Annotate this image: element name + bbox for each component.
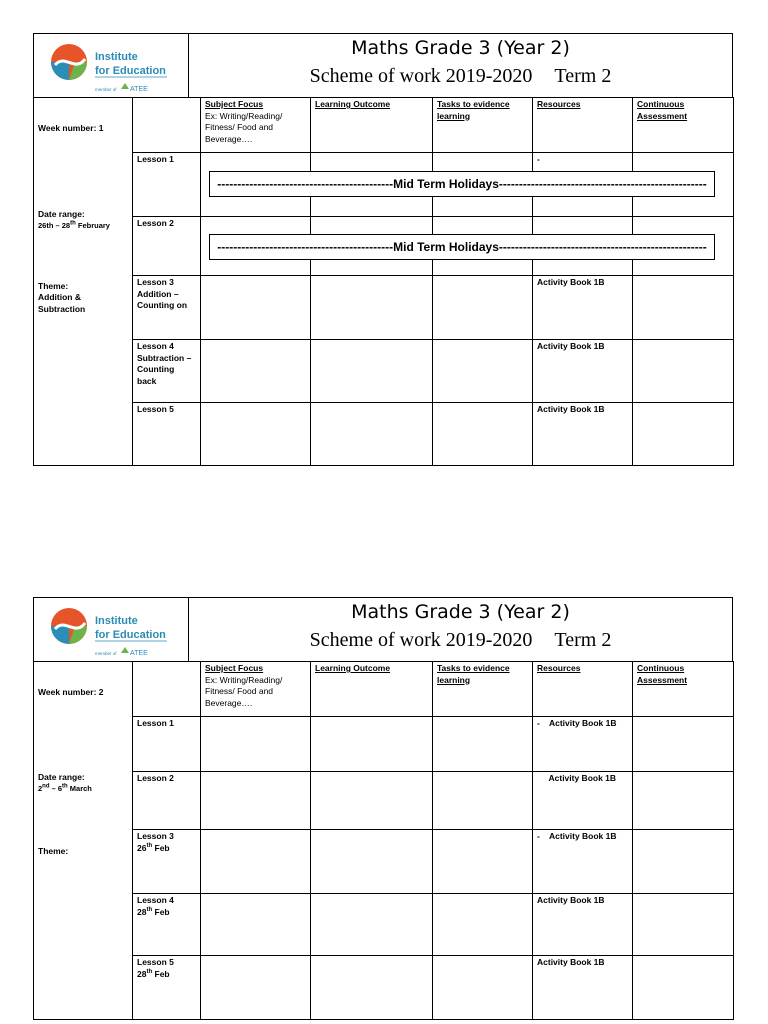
lesson-date: 28th Feb	[137, 968, 170, 979]
week-info-cell	[34, 98, 133, 466]
theme-label: Theme:	[38, 846, 69, 856]
lesson-label: Lesson 4	[137, 895, 174, 905]
table-row	[34, 830, 734, 894]
table-row	[34, 276, 734, 340]
lesson-label: Lesson 2	[133, 772, 201, 830]
page-title: Maths Grade 3 (Year 2)	[351, 601, 570, 623]
theme-label: Theme:	[38, 281, 69, 291]
lesson-cell	[133, 830, 201, 894]
institute-logo	[35, 35, 188, 97]
svg-text:Institute: Institute	[95, 615, 138, 627]
page-subtitle	[189, 629, 732, 652]
resource-cell: Activity Book 1B	[533, 894, 633, 956]
resources-header: Resources	[533, 98, 633, 153]
resource-cell: Activity Book 1B	[533, 340, 633, 403]
svg-text:Institute: Institute	[95, 51, 138, 63]
sheet-header	[33, 597, 733, 661]
date-range-value: 26th – 28th February	[38, 220, 110, 230]
scheme-label: Scheme of work 2019-2020	[309, 629, 533, 651]
logo-emblem-icon	[35, 35, 188, 97]
resource-cell: Activity Book 1B	[533, 956, 633, 1020]
lesson-label: Lesson 3	[137, 277, 174, 287]
svg-text:ATEE: ATEE	[130, 86, 148, 93]
resource-cell: - Activity Book 1B	[533, 717, 633, 772]
scheme-sheet-week-2	[33, 597, 733, 1020]
table-row	[34, 403, 734, 466]
learning-outcome-header: Learning Outcome	[311, 98, 433, 153]
table-row	[34, 340, 734, 403]
lesson-date: 26th Feb	[137, 842, 170, 853]
assessment-header: Continuous Assessment	[633, 98, 734, 153]
resources-header: Resources	[533, 662, 633, 717]
lesson-header-cell	[133, 98, 201, 153]
table-header-row	[34, 662, 734, 717]
lesson-label: Lesson 1	[133, 717, 201, 772]
resource-cell: Activity Book 1B	[533, 772, 633, 830]
lesson-cell	[133, 956, 201, 1020]
lesson-label: Lesson 5	[137, 957, 174, 967]
institute-logo	[35, 599, 188, 661]
logo-emblem-icon	[35, 599, 188, 661]
lesson-cell	[133, 340, 201, 403]
table-row	[34, 956, 734, 1020]
assessment-header: Continuous Assessment	[633, 662, 734, 717]
lesson-header-cell	[133, 662, 201, 717]
lesson-cell	[133, 894, 201, 956]
lesson-label: Lesson 5	[133, 403, 201, 466]
svg-text:for Education: for Education	[95, 629, 166, 641]
scheme-sheet-week-1	[33, 33, 733, 466]
scheme-table	[33, 661, 734, 1020]
mid-term-holiday-banner: --------------------------------------------Mid Term Holidays----------------------------------------------------	[209, 234, 715, 260]
term-label: Term 2	[554, 629, 612, 651]
sheet-header	[33, 33, 733, 97]
subject-focus-header: Subject Focus Ex: Writing/Reading/ Fitness/ Food and Beverage….	[201, 98, 311, 153]
lesson-date: 28th Feb	[137, 906, 170, 917]
lesson-topic: Addition – Counting on	[137, 288, 188, 310]
svg-text:ATEE: ATEE	[130, 650, 148, 657]
week-info-cell	[34, 662, 133, 1020]
lesson-label: Lesson 2	[133, 217, 201, 276]
lesson-label: Lesson 3	[137, 831, 174, 841]
resource-cell: Activity Book 1B	[533, 276, 633, 340]
table-row	[34, 772, 734, 830]
page-title: Maths Grade 3 (Year 2)	[351, 37, 570, 59]
svg-text:member of: member of	[95, 87, 117, 92]
lesson-topic: Subtraction – Counting back	[137, 352, 192, 386]
resource-cell: -	[533, 153, 633, 217]
lesson-cell	[133, 276, 201, 340]
svg-text:for Education: for Education	[95, 65, 166, 77]
date-range-label: Date range:	[38, 772, 85, 782]
date-range-label: Date range:	[38, 209, 85, 219]
page-subtitle	[189, 65, 732, 88]
resource-cell: Activity Book 1B	[533, 403, 633, 466]
tasks-header: Tasks to evidence learning	[433, 662, 533, 717]
table-row	[34, 717, 734, 772]
resource-cell: - Activity Book 1B	[533, 830, 633, 894]
tasks-header: Tasks to evidence learning	[433, 98, 533, 153]
lesson-label: Lesson 1	[133, 153, 201, 217]
week-number: Week number: 1	[38, 123, 104, 133]
svg-text:member of: member of	[95, 651, 117, 656]
week-number: Week number: 2	[38, 687, 104, 697]
table-header-row	[34, 98, 734, 153]
theme-value: Addition & Subtraction	[38, 292, 86, 314]
subject-focus-header: Subject Focus Ex: Writing/Reading/ Fitness/ Food and Beverage….	[201, 662, 311, 717]
scheme-label: Scheme of work 2019-2020	[309, 65, 533, 87]
learning-outcome-header: Learning Outcome	[311, 662, 433, 717]
date-range-value: 2nd – 6th March	[38, 783, 92, 793]
table-row	[34, 894, 734, 956]
scheme-table	[33, 97, 734, 466]
lesson-label: Lesson 4	[137, 341, 174, 351]
term-label: Term 2	[554, 65, 612, 87]
mid-term-holiday-banner: --------------------------------------------Mid Term Holidays----------------------------------------------------	[209, 171, 715, 197]
